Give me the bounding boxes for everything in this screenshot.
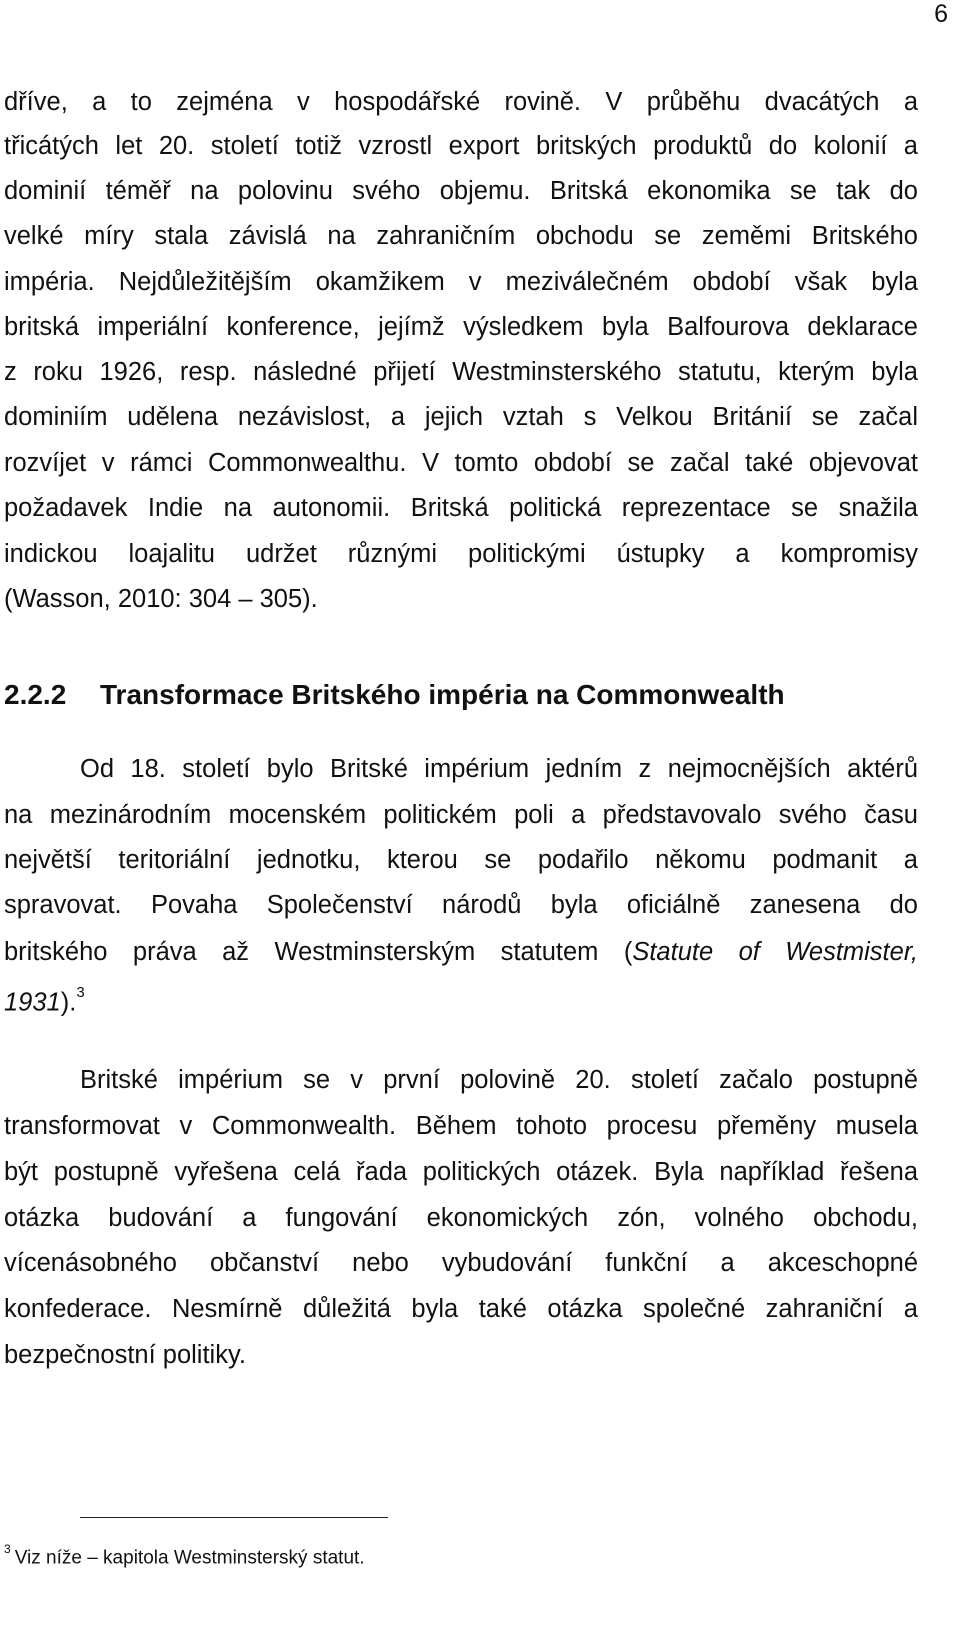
footnote-reference[interactable]: 3 [76,984,85,1001]
section-heading [4,679,785,711]
paragraph-line: otázka budování a fungování ekonomických zón, volného obchodu, [4,1204,918,1232]
section-title: Transformace Britského impéria na Commonwealth [100,679,785,710]
paragraph-text: britského práva až Westminsterským statutem ( [4,938,633,966]
paragraph-line: na mezinárodním mocenském politickém poli a představovalo svého času [4,801,918,829]
footnote-separator [80,1517,388,1518]
paragraph-line [4,937,918,967]
paragraph-line: rozvíjet v rámci Commonwealthu. V tomto období se začal také objevovat [4,449,918,477]
statute-title: Statute of Westmister, [632,938,918,966]
statute-year: 1931 [4,988,61,1017]
footnote-number: 3 [4,1542,11,1556]
paragraph-line: transformovat v Commonwealth. Během tohoto procesu přeměny musela [4,1112,918,1140]
footnote [4,1542,365,1569]
page-number: 6 [934,0,948,28]
paragraph-line: dominiím udělena nezávislost, a jejich vztah s Velkou Británií se začal [4,403,918,431]
paragraph-line: z roku 1926, resp. následné přijetí Westminsterského statutu, kterým byla [4,358,918,386]
paragraph-line: (Wasson, 2010: 304 – 305). [4,585,318,613]
section-number: 2.2.2 [4,679,67,710]
paragraph-text: ). [60,988,77,1017]
paragraph-line: indickou loajalitu udržet různými politickými ústupky a kompromisy [4,540,918,568]
paragraph-line: být postupně vyřešena celá řada politických otázek. Byla například řešena [4,1158,918,1186]
paragraph-line: Od 18. století bylo Britské impérium jedním z nejmocnějších aktérů [80,755,918,783]
paragraph-line: konfederace. Nesmírně důležitá byla také otázka společné zahraniční a [4,1295,918,1323]
paragraph-line: bezpečnostní politiky. [4,1341,246,1369]
paragraph-line: britská imperiální konference, jejímž výsledkem byla Balfourova deklarace [4,313,918,341]
paragraph-line: dříve, a to zejména v hospodářské rovině. V průběhu dvacátých a [4,88,918,116]
paragraph-line: vícenásobného občanství nebo vybudování funkční a akceschopné [4,1249,918,1277]
paragraph-line: velké míry stala závislá na zahraničním obchodu se zeměmi Britského [4,222,918,250]
paragraph-line: impéria. Nejdůležitějším okamžikem v meziválečném období však byla [4,268,918,296]
paragraph-line: největší teritoriální jednotku, kterou se podařilo někomu podmanit a [4,846,918,874]
paragraph-line: třicátých let 20. století totiž vzrostl export britských produktů do kolonií a [4,132,918,160]
paragraph-line: spravovat. Povaha Společenství národů byla oficiálně zanesena do [4,891,918,919]
paragraph-line: dominií téměř na polovinu svého objemu. Britská ekonomika se tak do [4,177,918,205]
paragraph-line: požadavek Indie na autonomii. Britská politická reprezentace se snažila [4,494,918,522]
footnote-text: Viz níže – kapitola Westminsterský statut. [14,1547,365,1569]
paragraph-line: Britské impérium se v první polovině 20. století začalo postupně [80,1066,918,1094]
paragraph-line [4,982,918,1018]
